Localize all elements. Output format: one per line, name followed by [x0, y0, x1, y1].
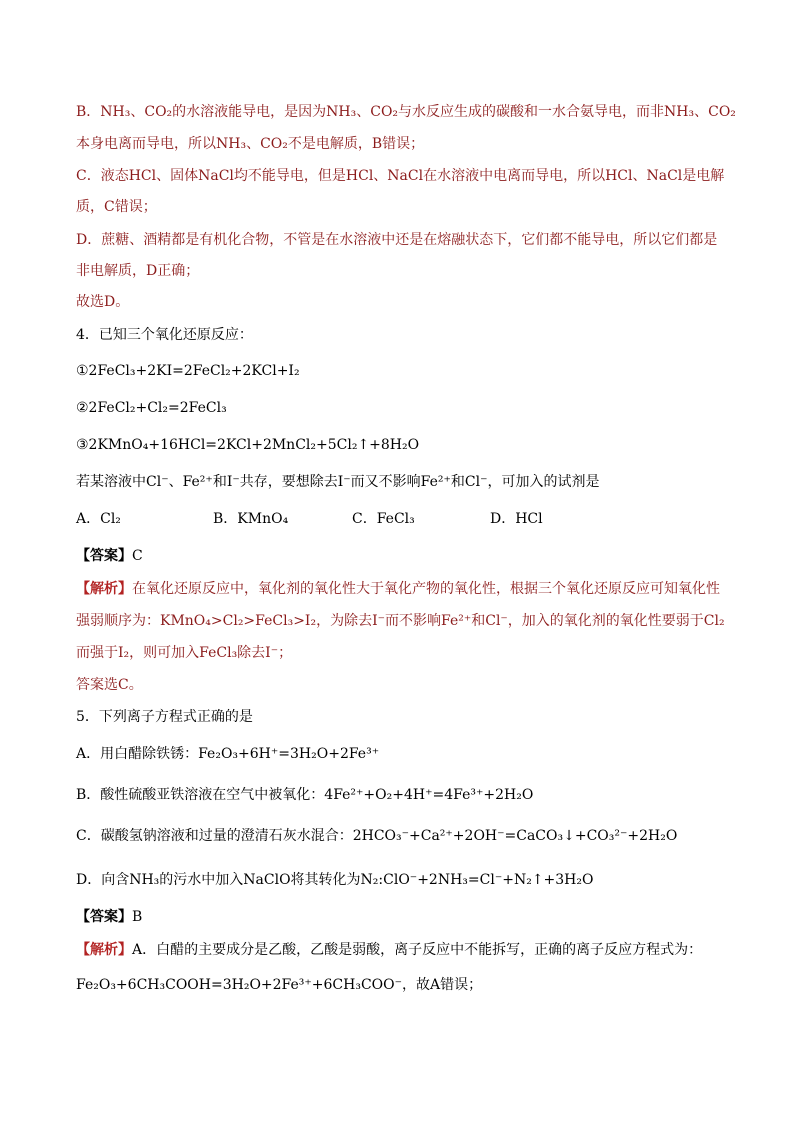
- analysis-text: 在氧化还原反应中，氧化剂的氧化性大于氧化产物的氧化性，根据三个氧化还原反应可知氧化性: [132, 581, 720, 597]
- question-4-analysis-line1: [76, 580, 720, 598]
- explanation-c-line1: C．液态HCl、固体NaCl均不能导电，但是HCl、NaCl在水溶液中电离而导电，所以HCl、NaCl是电解: [76, 168, 725, 184]
- question-5-analysis-line2: Fe₂O₃+6CH₃COOH=3H₂O+2Fe³⁺+6CH₃COO⁻，故A错误；: [76, 977, 483, 993]
- question-4-option-d: D．HCl: [490, 511, 543, 527]
- analysis-label: 【解析】: [76, 581, 132, 597]
- reaction-2: ②2FeCl₂+Cl₂=2FeCl₃: [76, 400, 227, 416]
- analysis-label: 【解析】: [76, 942, 132, 958]
- question-4-answer: [76, 547, 143, 565]
- question-5-option-d: D．向含NH₃的污水中加入NaClO将其转化为N₂:ClO⁻+2NH₃=Cl⁻+N₂↑+3H₂O: [76, 872, 594, 888]
- explanation-b-line2: 本身电离而导电，所以NH₃、CO₂不是电解质，B错误；: [76, 136, 425, 152]
- question-5-analysis-line1: [76, 941, 702, 959]
- question-4-option-b: B．KMnO₄: [213, 511, 289, 527]
- reaction-1: ①2FeCl₃+2KI=2FeCl₂+2KCl+I₂: [76, 363, 300, 379]
- question-4-prompt: 若某溶液中Cl⁻、Fe²⁺和I⁻共存，要想除去I⁻而又不影响Fe²⁺和Cl⁻，可加入的试剂是: [76, 474, 600, 490]
- question-5-option-b: B．酸性硫酸亚铁溶液在空气中被氧化：4Fe²⁺+O₂+4H⁺=4Fe³⁺+2H₂O: [76, 787, 534, 803]
- explanation-d-line1: D．蔗糖、酒精都是有机化合物，不管是在水溶液中还是在熔融状态下，它们都不能导电，所以它们都是: [76, 232, 718, 248]
- question-4-option-c: C．FeCl₃: [352, 511, 415, 527]
- question-4-analysis-line2: 强弱顺序为：KMnO₄>Cl₂>FeCl₃>I₂，为除去I⁻而不影响Fe²⁺和Cl⁻，加入的氧化剂的氧化性要弱于Cl₂: [76, 613, 725, 629]
- question-5-stem: 5．下列离子方程式正确的是: [76, 709, 253, 725]
- answer-value: B: [132, 909, 143, 925]
- explanation-conclusion: 故选D。: [76, 294, 130, 310]
- answer-label: 【答案】: [76, 548, 132, 564]
- question-4-option-a: A．Cl₂: [76, 511, 121, 527]
- question-4-analysis-line3: 而强于I₂，则可加入FeCl₃除去I⁻；: [76, 645, 293, 661]
- answer-label: 【答案】: [76, 909, 132, 925]
- analysis-text: A．白醋的主要成分是乙酸，乙酸是弱酸，离子反应中不能拆写，正确的离子反应方程式为：: [132, 942, 703, 958]
- question-5-answer: [76, 908, 142, 926]
- reaction-3: ③2KMnO₄+16HCl=2KCl+2MnCl₂+5Cl₂↑+8H₂O: [76, 437, 420, 453]
- question-5-option-a: A．用白醋除铁锈：Fe₂O₃+6H⁺=3H₂O+2Fe³⁺: [76, 746, 380, 762]
- explanation-c-line2: 质，C错误；: [76, 199, 157, 215]
- question-5-option-c: C．碳酸氢钠溶液和过量的澄清石灰水混合：2HCO₃⁻+Ca²⁺+2OH⁻=CaCO₃↓+CO₃²⁻+2H₂O: [76, 828, 678, 844]
- question-4-stem: 4．已知三个氧化还原反应：: [76, 327, 253, 343]
- explanation-b-line1: B．NH₃、CO₂的水溶液能导电，是因为NH₃、CO₂与水反应生成的碳酸和一水合氨导电，而非NH₃、CO₂: [76, 104, 736, 120]
- explanation-d-line2: 非电解质，D正确；: [76, 263, 200, 279]
- question-4-conclusion: 答案选C。: [76, 677, 143, 693]
- answer-value: C: [132, 548, 143, 564]
